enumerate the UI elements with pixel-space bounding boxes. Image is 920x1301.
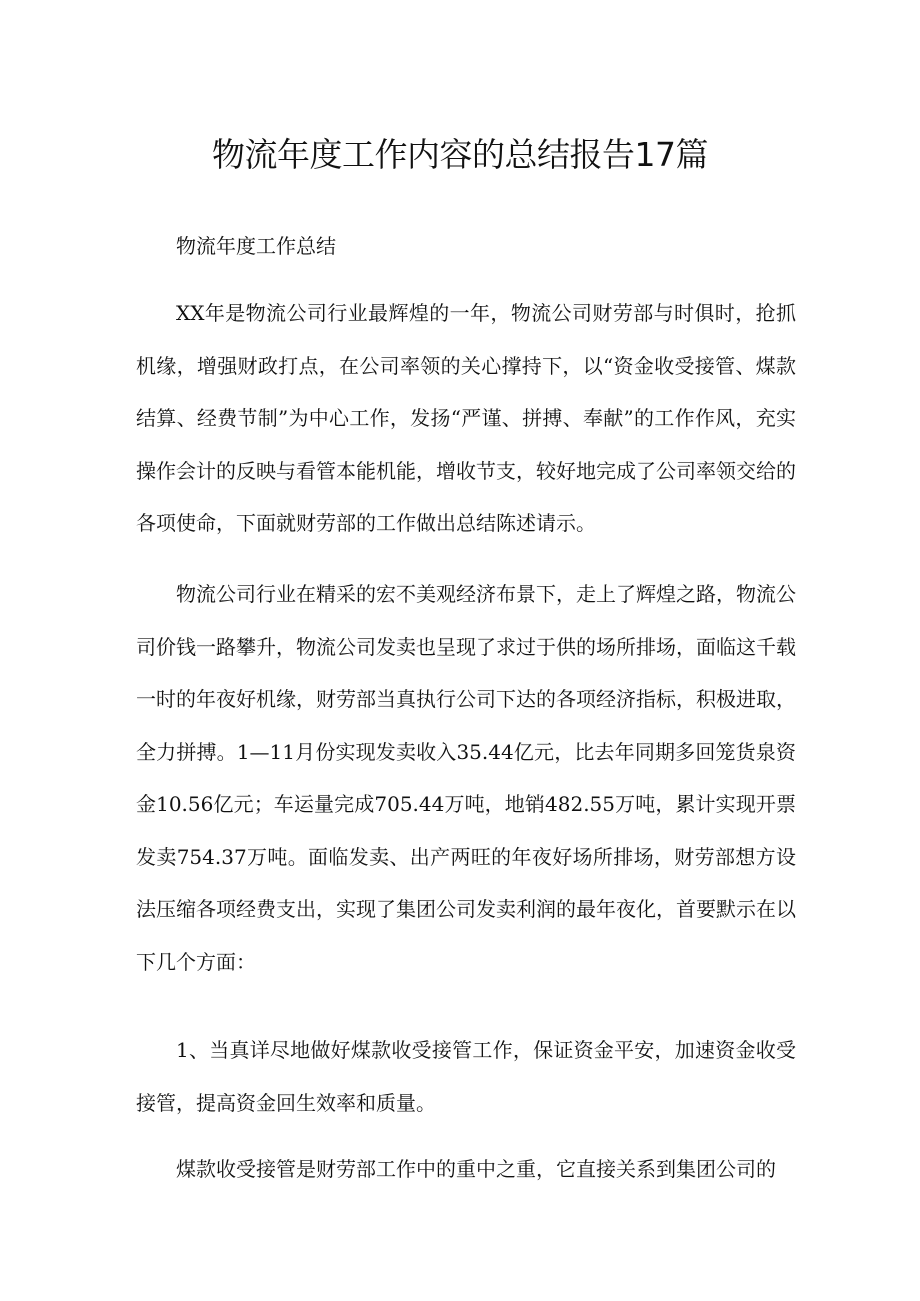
section-subtitle: 物流年度工作总结 <box>176 234 336 258</box>
numbered-item-1: 1、当真详尽地做好煤款收受接管工作，保证资金平安，加速资金收受接管，提高资金回生效率和质量。 <box>136 1038 796 1115</box>
body-paragraph-intro: XX年是物流公司行业最辉煌的一年，物流公司财劳部与时俱时，抢抓机缘，增强财政打点，在公司率领的关心撑持下，以“资金收受接管、煤款结算、经费节制”为中心工作，发扬“严谨、拼搏、奉献”的工作作风，充实操作会计的反映与看管本能机能，增收节支，较好地完成了公司率领交给的各项使命，下面就财劳部的工作做出总结陈述请示。 <box>136 301 796 535</box>
body-paragraph-coal-payment: 煤款收受接管是财劳部工作中的重中之重，它直接关系到集团公司的 <box>176 1157 776 1181</box>
body-paragraph-performance: 物流公司行业在精采的宏不美观经济布景下，走上了辉煌之路，物流公司价钱一路攀升，物流公司发卖也呈现了求过于供的场所排场，面临这千载一时的年夜好机缘，财劳部当真执行公司下达的各项经济指标，积极进取，全力拼搏。1—11月份实现发卖收入35.44亿元，比去年同期多回笼货泉资金10.56亿元；车运量完成705.44万吨，地销482.55万吨，累计实现开票发卖754.37万吨。面临发卖、出产两旺的年夜好场所排场，财劳部想方设法压缩各项经费支出，实现了集团公司发卖利润的最年夜化，首要默示在以下几个方面： <box>136 582 796 974</box>
page-title: 物流年度工作内容的总结报告17篇 <box>212 135 708 174</box>
